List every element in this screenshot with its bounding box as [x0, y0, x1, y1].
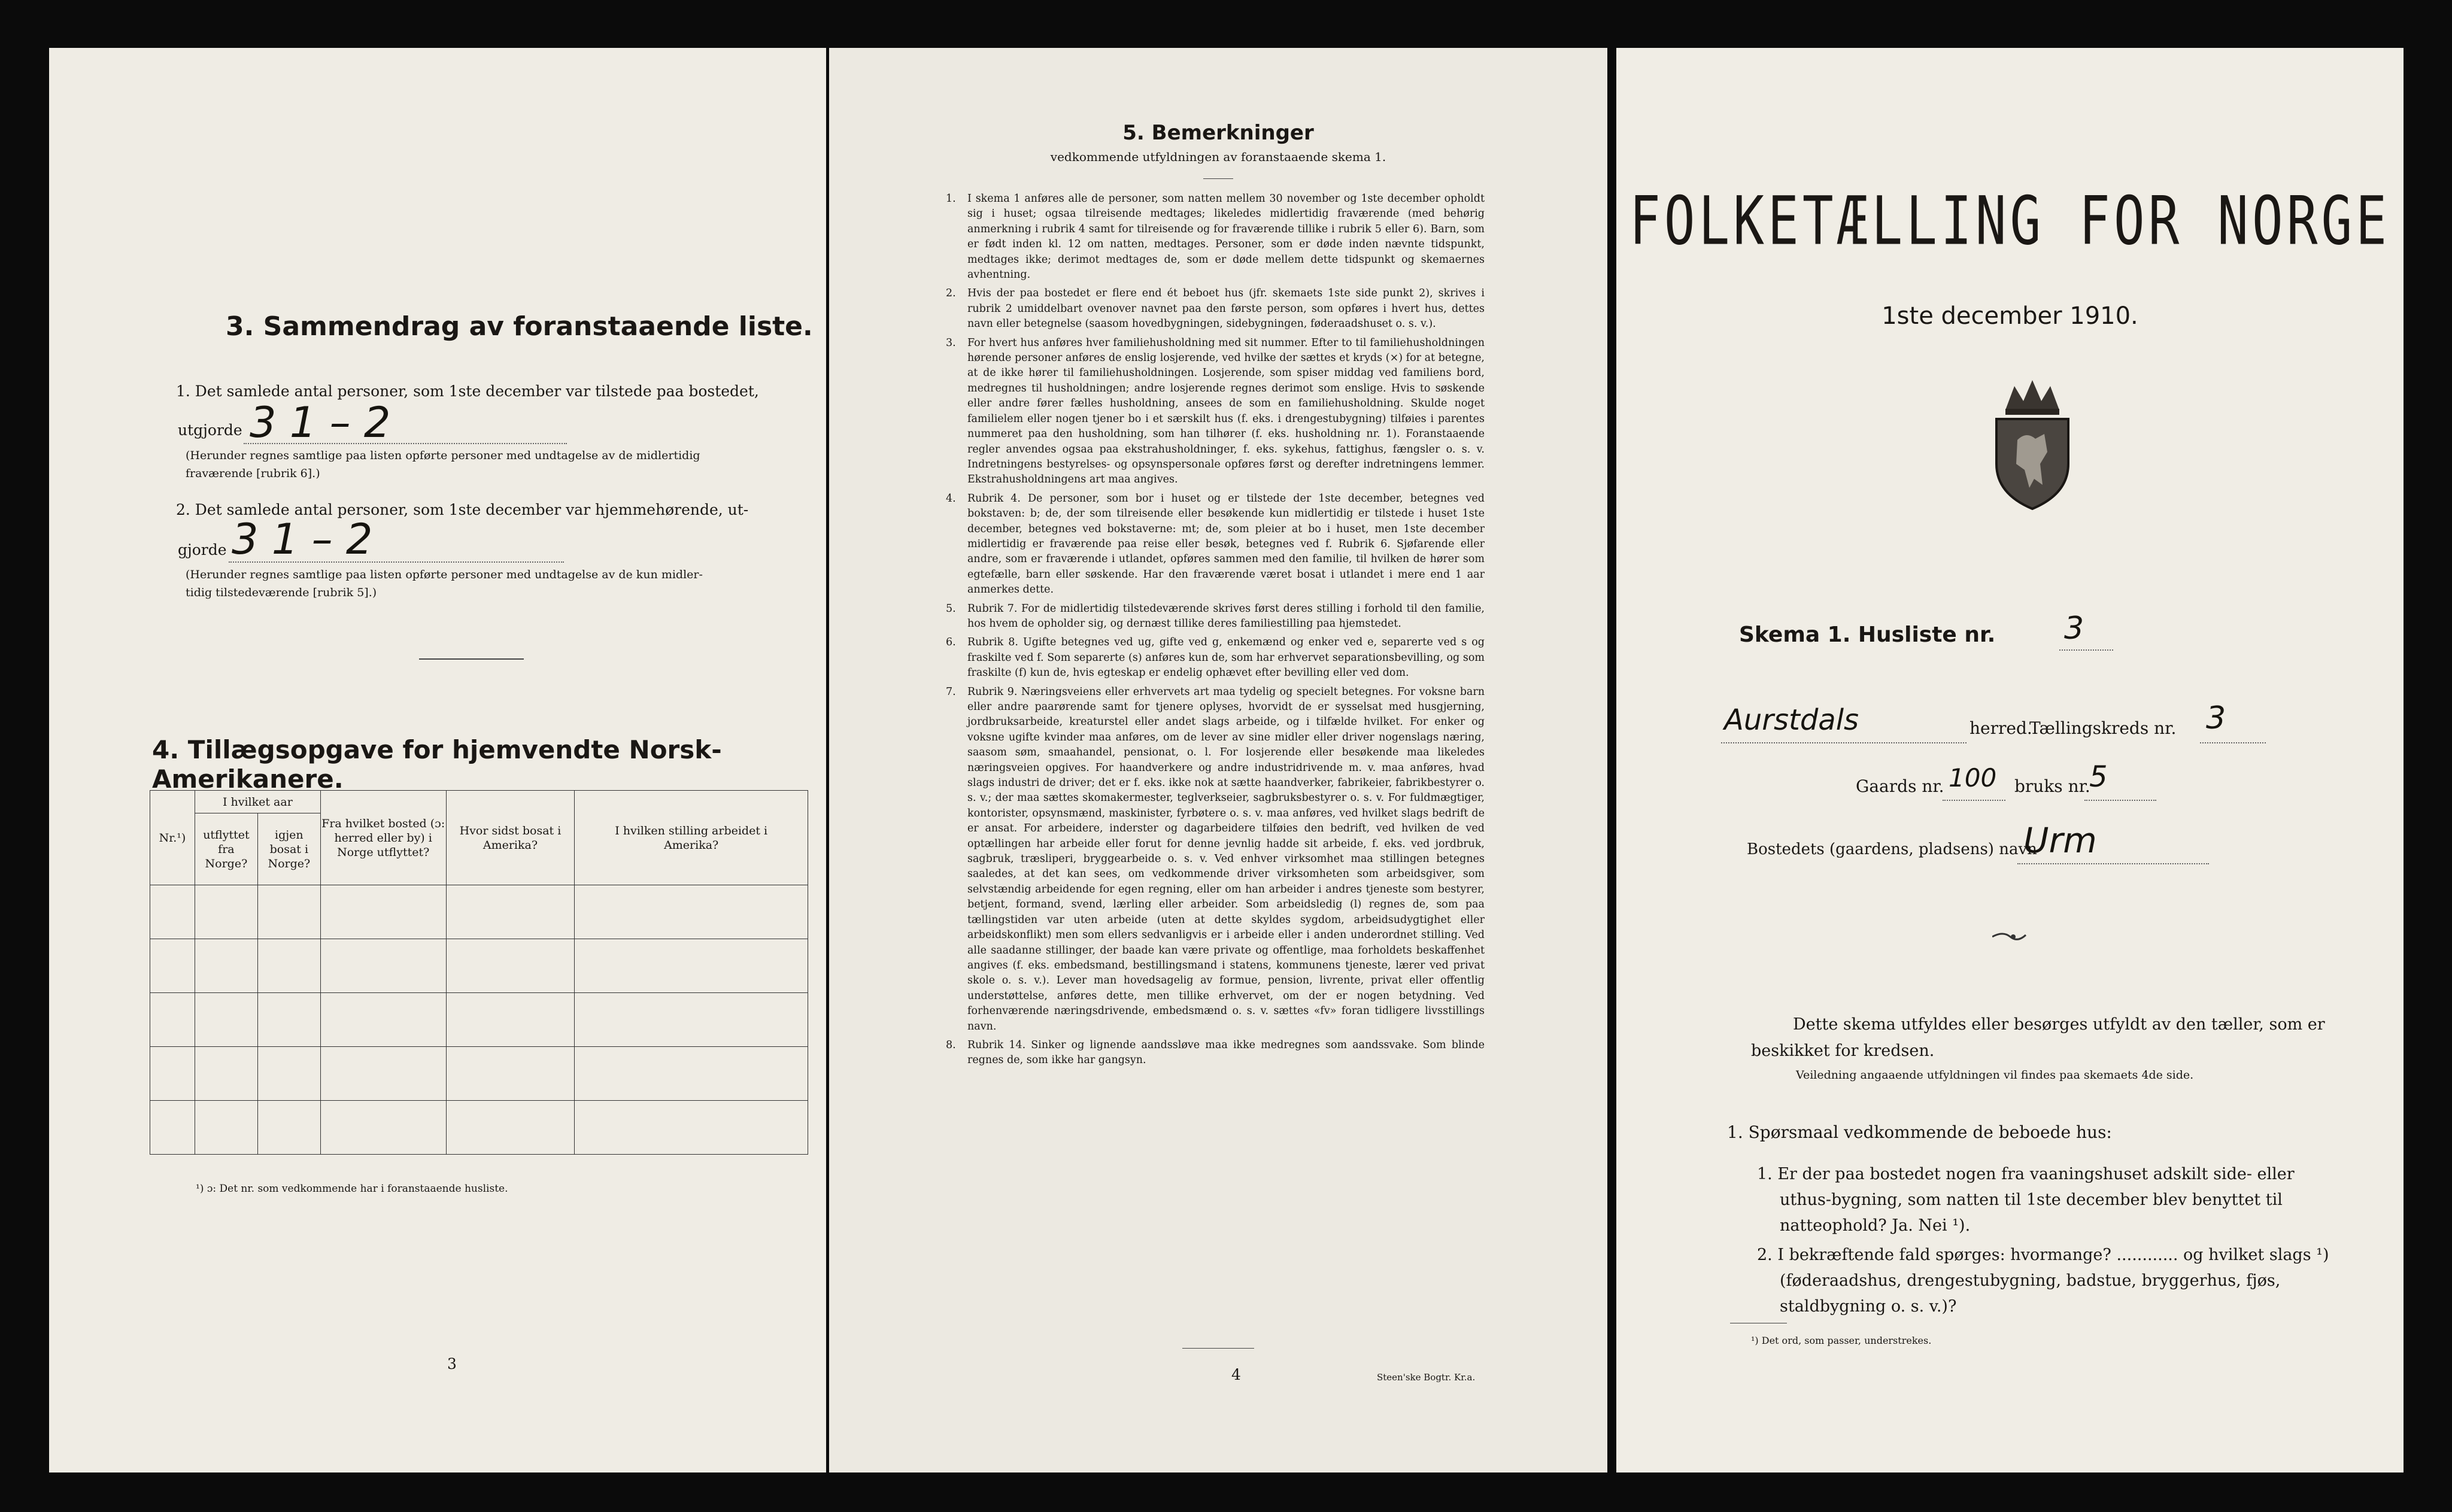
remark-1: 1. I skema 1 anføres alle de personer, som natten mellem 30 november og 1ste december opholdt sig i huset; ogsaa tilreisende medtages; likeledes midlertidig fraværende (med behørig anmerkning i rubrik 4 samt for tilreisende og for fraværende tillike i rubrik 5 eller 6). Barn, som er født inden kl. 12 om natten, medtages. Personer, som er døde inden nævnte tidspunkt, medtages ikke; derimot medtages de, som er døde mellem dette tidspunkt og skemaernes avhentning.: [946, 193, 1485, 281]
item-1-note-2: fraværende [rubrik 6].): [186, 467, 320, 480]
page-footnote: ¹) Det ord, som passer, understrekes.: [1751, 1335, 1932, 1346]
item-1-label: utgjorde: [178, 421, 242, 439]
col-header-nr: Nr.¹): [150, 791, 195, 885]
question-2: 2. I bekræftende fald spørges: hvormange? ............ og hvilket slags ¹) (føderaadshus, drengestubygning, badstue, bryggerhus, fjøs, staldbygning o. s. v.)?: [1757, 1246, 2329, 1316]
remark-8: 8. Rubrik 14. Sinker og lignende aandssløve maa ikke medregnes som aandssvake. Som blinde regnes de, som ikke har gangsyn.: [946, 1039, 1485, 1067]
skema-label: Skema 1. Husliste nr.: [1739, 623, 1996, 647]
remarks-list: [946, 192, 1485, 1068]
herred-name: Aurstdals: [1724, 703, 1859, 737]
bottom-rule: [1182, 1348, 1254, 1349]
item-2-text: 2. Det samlede antal personer, som 1ste december var hjemmehørende, ut-: [176, 501, 749, 518]
table-row: [150, 993, 808, 1047]
coat-of-arms-icon: [1987, 374, 2077, 512]
table-row: [150, 1101, 808, 1155]
bosted-name: Urm: [2023, 820, 2097, 861]
gaards-line: [1943, 800, 2005, 801]
questions-heading: 1. Spørsmaal vedkommende de beboede hus:: [1727, 1122, 2112, 1142]
item-2-handwritten-value: 3 1 – 2: [232, 515, 373, 564]
bruks-line: [2084, 800, 2156, 801]
bosted-label: Bostedets (gaardens, pladsens) navn: [1747, 840, 2037, 858]
bruks-number: 5: [2089, 760, 2108, 794]
page-4: [829, 48, 1607, 1472]
kreds-number: 3: [2206, 700, 2226, 736]
item-1-handwritten-value: 3 1 – 2: [250, 398, 391, 447]
norsk-amerikanere-table: [150, 790, 808, 1155]
bosted-line: [2017, 863, 2209, 864]
kreds-line: [2200, 742, 2266, 743]
item-2-note-2: tidig tilstedeværende [rubrik 5].): [186, 586, 377, 599]
remark-4: 4. Rubrik 4. De personer, som bor i huset og er tilstede der 1ste december, betegnes ved bokstaven: b; de, der som tilreisende eller besøkende kun midlertidig er tilstede i huset 1ste december, betegnes ved bokstaverne: mt; de, som pleier at bo i huset, men 1ste december midlertidig er fraværende paa reise eller besøk, betegnes ved f. Rubrik 6. Sjøfarende eller andre, som er fraværende i utlandet, opføres sammen med den familie, til hvilken de hører som egtefælle, barn eller søskende. Har den fraværende været bosat i utlandet i mere end 1 aar anmerkes dette.: [946, 492, 1485, 596]
page-1: [1616, 48, 2404, 1472]
col-header-fra: Fra hvilket bosted (ɔ: herred eller by) i Norge utflyttet?: [320, 791, 446, 885]
page-number: 4: [1231, 1366, 1241, 1383]
bruks-label: bruks nr.: [2014, 776, 2090, 796]
section-4-title: 4. Tillægsopgave for hjemvendte Norsk-Amerikanere.: [152, 735, 722, 794]
table-row: [150, 885, 808, 939]
remarks-title: 5. Bemerkninger: [1122, 121, 1314, 145]
subtitle-rule: [1203, 178, 1233, 179]
item-2-fill-line: [229, 561, 564, 563]
kreds-label: Tællingskreds nr.: [2029, 718, 2177, 738]
herred-label: herred.: [1970, 718, 2032, 738]
herred-line: [1721, 742, 1967, 743]
guidance-note: Veiledning angaaende utfyldningen vil findes paa skemaets 4de side.: [1796, 1068, 2194, 1082]
col-header-utflyttet: utflyttet fra Norge?: [195, 813, 257, 885]
item-1-text: 1. Det samlede antal personer, som 1ste december var tilstede paa bostedet,: [176, 382, 759, 400]
item-2-label: gjorde: [178, 541, 227, 558]
section-3-title: 3. Sammendrag av foranstaaende liste.: [226, 311, 813, 342]
printer-imprint: Steen'ske Bogtr. Kr.a.: [1377, 1372, 1476, 1383]
question-1: 1. Er der paa bostedet nogen fra vaaningshuset adskilt side- eller uthus-bygning, som natten til 1ste december blev benyttet til natteophold? Ja. Nei ¹).: [1757, 1165, 2295, 1235]
instruction-text: Dette skema utfyldes eller besørges utfyldt av den tæller, som er beskikket for kredsen.: [1751, 1015, 2325, 1060]
remark-2: 2. Hvis der paa bostedet er flere end ét beboet hus (jfr. skemaets 1ste side punkt 2), skrives i rubrik 2 umiddelbart ovenover navnet paa den første person, som opføres i hvert hus, dettes navn eller betegnelse (saasom hovedbygningen, sidebygningen, føderaadshuset o. s. v.).: [946, 287, 1485, 330]
col-header-igjen: igjen bosat i Norge?: [257, 813, 320, 885]
item-1-note-1: (Herunder regnes samtlige paa listen opførte personer med undtagelse av de midlertidig: [186, 449, 700, 462]
table-row: [150, 1047, 808, 1101]
col-group-header: I hvilket aar: [195, 791, 320, 813]
husliste-line: [2059, 649, 2113, 651]
remark-3: 3. For hvert hus anføres hver familiehusholdning med sit nummer. Efter to til familiehusholdningen hørende personer anføres de enslig losjerende, ved hvilke der sættes et kryds (×) for at betegne, at de ikke hører til familiehusholdningen. Losjerende, som spiser middag ved familiens bord, medregnes til husholdningen; andre losjerende regnes derimot som enslige. Hvis to søskende eller andre fører fælles husholdning, ansees de som en familiehusholdning. Skulde noget familielem eller nogen tjener bo i et særskilt hus (f. eks. i drengestubygning) tilføies i parentes nummeret paa den husholdning, som han tilhører (f. eks. husholdning nr. 1). Foranstaaende regler anvendes ogsaa paa ekstrahusholdninger, f. eks. sykehus, fattighus, fængsler o. s. v. Indretningens bestyrelses- og opsynspersonale opføres først og derefter indretningens lemmer. Ekstrahusholdningens art maa angives.: [946, 336, 1485, 486]
col-header-hvor: Hvor sidst bosat i Amerika?: [446, 791, 575, 885]
page-3: [49, 48, 826, 1472]
husliste-number: 3: [2064, 611, 2084, 646]
remarks-subtitle: vedkommende utfyldningen av foranstaaende skema 1.: [1050, 150, 1386, 164]
remark-5: 5. Rubrik 7. For de midlertidig tilstedeværende skrives først deres stilling i forhold til den familie, hos hvem de opholder sig, og dernæst tillike deres familiestilling paa hjemstedet.: [946, 602, 1485, 630]
page-number: 3: [447, 1355, 457, 1373]
col-header-stilling: I hvilken stilling arbeidet i Amerika?: [575, 791, 808, 885]
census-date: 1ste december 1910.: [1882, 302, 2138, 330]
gaards-number: 100: [1949, 763, 1997, 793]
remark-6: 6. Rubrik 8. Ugifte betegnes ved ug, gifte ved g, enkemænd og enker ved e, separerte ved s og fraskilte ved f. Som separerte (s) anføres kun de, som har erhvervet separationsbevilling, og som fraskilte (f) kun de, hvis egteskap er endelig ophævet efter bevilling eller ved dom.: [946, 636, 1485, 679]
census-title: FOLKETÆLLING FOR NORGE: [1629, 183, 2391, 260]
item-2-note-1: (Herunder regnes samtlige paa listen opførte personer med undtagelse av de kun midler-: [186, 568, 703, 581]
gaards-label: Gaards nr.: [1856, 776, 1944, 796]
table-footnote: ¹) ɔ: Det nr. som vedkommende har i foranstaaende husliste.: [196, 1183, 508, 1195]
divider: [419, 658, 524, 660]
ornament-icon: [1992, 928, 2034, 946]
table-row: [150, 939, 808, 993]
remark-7: 7. Rubrik 9. Næringsveiens eller erhvervets art maa tydelig og specielt betegnes. For voksne barn eller andre paarørende samt for tjenere oplyses, hvorvidt de er sysselsat med husgjerning, jordbruksarbeide, kreaturstel eller andet slags arbeide, og i tilfælde hvilket. For enker og voksne ugifte kvinder maa anføres, om de lever av sine midler eller driver nogenslags næring, saasom søm, smaahandel, pensionat, o. l. For losjerende eller besøkende maa likeledes næringsveien opgives. For haandverkere og andre industridrivende m. v. maa anføres, hvad slags industri de driver; det er f. eks. ikke nok at sætte haandverker, fabrikeier, fabrikbestyrer o. s. v.; der maa sættes skomakermester, teglverkseier, sagbruksbestyrer o. s. v. For fuldmægtiger, kontorister, opsynsmænd, maskinister, fyrbøtere o. s. v. maa anføres, ved hvilket slags bedrift de er ansat. For arbeidere, inderster og dagarbeidere tilføies den bedrift, ved hvilken de ved optællingen har arbeide eller forut for denne jevnlig hadde sit arbeide, f. eks. ved jordbruk, sagbruk, træsliperi, bryggearbeide o. s. v. Ved enhver virksomhet maa stillingen betegnes saaledes, at det kan sees, om vedkommende driver virksomheten som arbeidsgiver, som selvstændig arbeidende for egen regning, eller om han arbeider i andres tjeneste som bestyrer, betjent, formand, svend, lærling eller arbeider. Som arbeidsledig (l) regnes de, som paa tællingstiden var uten arbeide (uten at dette skyldes sygdom, arbeidsudygtighet eller arbeidskonflikt) men som ellers sedvanligvis er i arbeide eller i anden underordnet stilling. Ved alle saadanne stillinger, der baade kan være private og offentlige, maa forholdets beskaffenhet angives (f. eks. embedsmand, bestillingsmand i statens, kommunens tjeneste, lærer ved privat skole o. s. v.). Lever man hovedsagelig av formue, pension, livrente, privat eller offentlig understøttelse, anføres dette, men tillike erhvervet, om der er nogen betydning. Ved forhenværende næringsdrivende, embedsmænd o. s. v. sættes «fv» foran tidligere livsstillings navn.: [946, 685, 1485, 1033]
item-1-fill-line: [244, 443, 567, 444]
